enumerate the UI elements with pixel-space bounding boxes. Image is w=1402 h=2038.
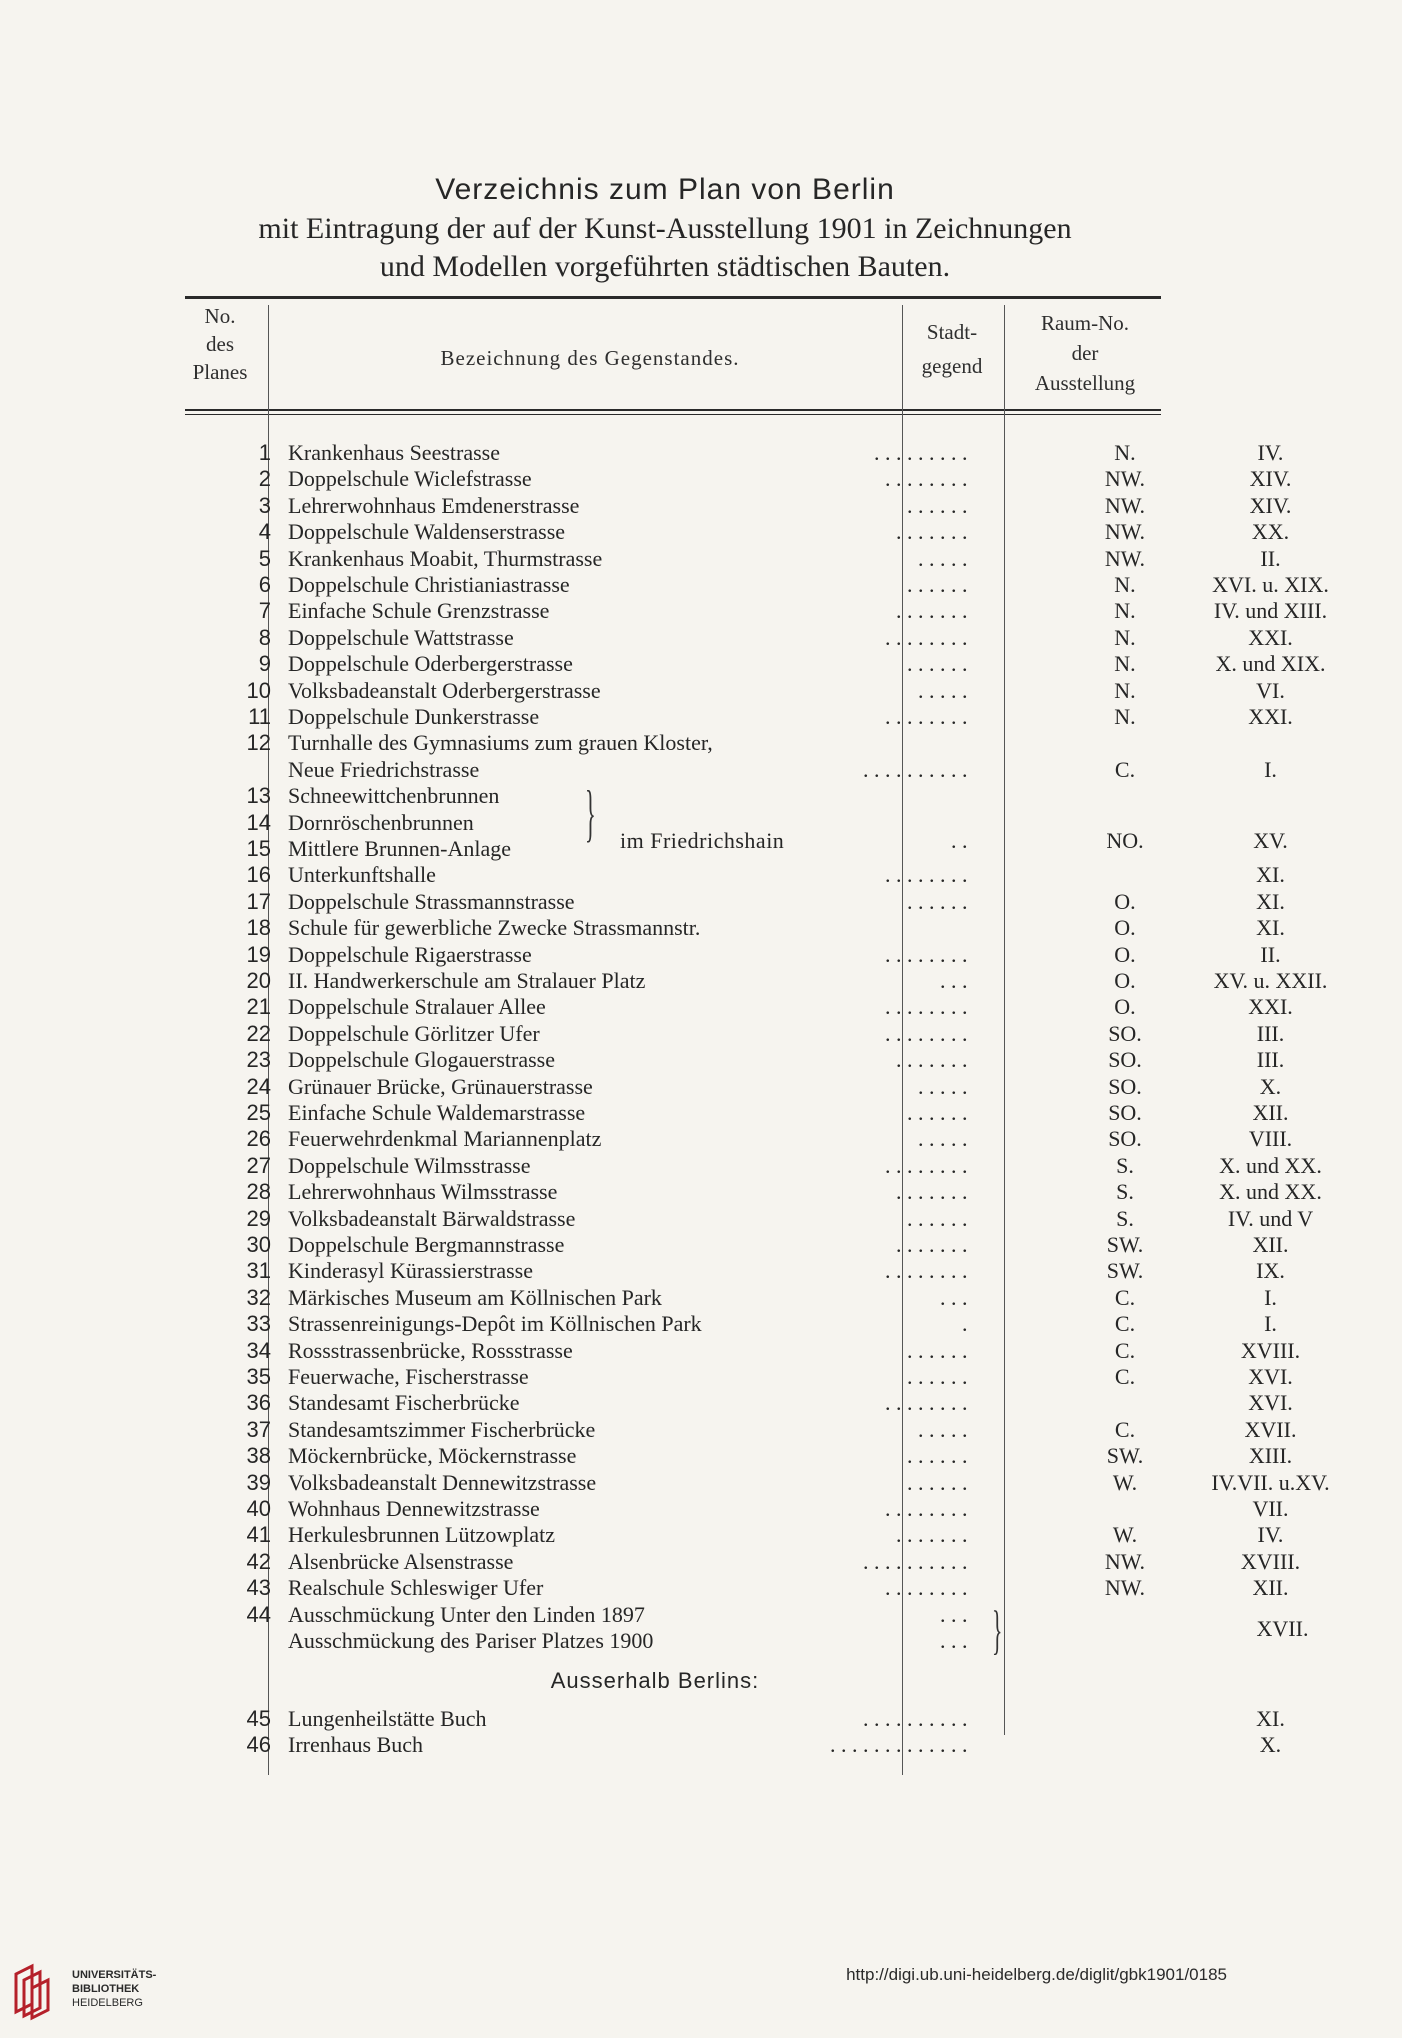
row-description: Rossstrassenbrücke, Rossstrasse [288, 1337, 573, 1363]
row-raum: II. [1260, 545, 1281, 571]
row-description: Realschule Schleswiger Ufer [288, 1575, 544, 1601]
row-leader-dots: .......... [863, 756, 973, 782]
table-row [185, 651, 1326, 677]
row-description: Ausschmückung des Pariser Platzes 1900 [288, 1628, 654, 1653]
row-raum: X. und XIX. [1215, 651, 1326, 677]
row-stadtgegend: C. [1114, 756, 1136, 782]
row-raum: III. [1256, 1020, 1285, 1046]
row-number: 18 [246, 915, 271, 941]
table-row [185, 862, 1285, 888]
row-description: Kinderasyl Kürassierstrasse [288, 1258, 533, 1284]
row-stadtgegend: N. [1114, 651, 1136, 677]
row-leader-dots: ........ [885, 1020, 973, 1046]
row-leader-dots: ........ [885, 624, 973, 650]
group-13-15-dots: .. [951, 828, 973, 853]
row-stadtgegend: C. [1114, 1284, 1136, 1310]
table-row [185, 1575, 1289, 1601]
page-subtitle-line-1: mit Eintragung der auf der Kunst-Ausstellung 1901 in Zeichnungen [258, 212, 1072, 245]
table-row [185, 1284, 1277, 1311]
row-leader-dots: ..... [918, 677, 973, 703]
row-number: 37 [246, 1416, 271, 1442]
row-leader-dots: ...... [907, 572, 973, 597]
table-row [185, 1732, 1282, 1758]
row-stadtgegend: O. [1114, 994, 1136, 1020]
row-leader-dots: ...... [907, 1100, 973, 1125]
row-number: 7 [258, 598, 271, 624]
row-raum: XII. [1252, 1232, 1289, 1257]
row-leader-dots: ......... [874, 440, 973, 465]
group-13-15-label: im Friedrichshain [620, 828, 785, 853]
row-leader-dots: ...... [907, 492, 973, 518]
row-raum: XXI. [1248, 624, 1293, 650]
row-raum: XIV. [1249, 492, 1292, 518]
row-number: 35 [246, 1364, 271, 1389]
row-number: 9 [258, 651, 271, 677]
row-description: Doppelschule Bergmannstrasse [288, 1232, 565, 1257]
row-number: 3 [258, 492, 271, 518]
row-leader-dots: ............. [830, 1732, 973, 1758]
group-13-15-row [185, 828, 1288, 854]
row-description: Turnhalle des Gymnasiums zum grauen Kloster, [288, 730, 713, 756]
table-row [185, 677, 1285, 704]
table-row [185, 756, 1277, 783]
row-description: Einfache Schule Waldemarstrasse [288, 1100, 586, 1125]
row-stadtgegend: SO. [1108, 1047, 1142, 1073]
row-description: Feuerwache, Fischerstrasse [288, 1364, 529, 1389]
row-stadtgegend: S. [1116, 1205, 1134, 1231]
row-description: Lungenheilstätte Buch [288, 1706, 487, 1731]
table-row [185, 1100, 1289, 1126]
row-stadtgegend: NW. [1104, 519, 1146, 545]
table-row [185, 915, 1285, 941]
row-number: 21 [246, 994, 271, 1020]
row-leader-dots: ...... [907, 651, 973, 677]
row-leader-dots: ....... [896, 598, 973, 624]
row-leader-dots: ... [940, 1628, 973, 1653]
table-row [185, 783, 1161, 809]
row-leader-dots: ...... [907, 1443, 973, 1469]
row-number: 26 [246, 1126, 271, 1152]
row-description: Doppelschule Stralauer Allee [288, 994, 546, 1020]
row-stadtgegend: SW. [1106, 1443, 1144, 1469]
table-top-rule [185, 296, 1161, 299]
row-stadtgegend: O. [1114, 968, 1136, 993]
row-number: 25 [246, 1100, 271, 1125]
row-raum: VII. [1252, 1496, 1289, 1521]
row-number: 13 [246, 783, 271, 809]
header-raum-line: Raum-No. [1040, 311, 1130, 335]
row-leader-dots: ... [940, 1284, 973, 1310]
table-row [185, 624, 1293, 651]
row-stadtgegend: NW. [1104, 1548, 1146, 1574]
row-number: 11 [248, 704, 271, 729]
table-row [185, 1443, 1293, 1469]
row-description: Grünauer Brücke, Grünauerstrasse [288, 1073, 593, 1099]
row-raum: XV. u. XXII. [1213, 968, 1328, 993]
table-row [185, 1469, 1330, 1496]
table-row [185, 1548, 1301, 1575]
row-stadtgegend: O. [1114, 915, 1136, 941]
header-no [170, 302, 270, 386]
row-number: 24 [246, 1073, 271, 1099]
row-leader-dots: ........ [885, 1390, 973, 1416]
header-stadtgegend [902, 318, 1002, 380]
library-name-line: UNIVERSITÄTS- [72, 1969, 157, 1981]
row-description: Mittlere Brunnen-Anlage [288, 836, 511, 861]
table-row [185, 888, 1285, 915]
row-leader-dots: . [962, 1311, 973, 1337]
row-number: 16 [246, 862, 271, 888]
row-raum: X. [1259, 1073, 1282, 1099]
row-number: 30 [246, 1232, 271, 1257]
row-raum: XII. [1252, 1100, 1289, 1125]
row-description: Dornröschenbrunnen [288, 809, 474, 835]
table-row [185, 1073, 1282, 1100]
row-number: 6 [258, 572, 271, 597]
row-stadtgegend: N. [1114, 624, 1136, 650]
row-number: 42 [246, 1548, 271, 1574]
table-row [185, 466, 1292, 492]
row-stadtgegend: NW. [1104, 492, 1146, 518]
table-row [185, 704, 1293, 730]
row-raum: IV. und V [1227, 1205, 1314, 1231]
row-leader-dots: .......... [863, 1706, 973, 1731]
row-description: Unterkunftshalle [288, 862, 436, 888]
row-number: 39 [246, 1469, 271, 1495]
library-logo-icon [10, 1962, 60, 2018]
row-number: 31 [246, 1258, 271, 1284]
row-number: 10 [246, 677, 271, 703]
row-raum: XVI. [1248, 1390, 1293, 1416]
section-title-outside: Ausserhalb Berlins: [550, 1668, 760, 1693]
row-stadtgegend: N. [1114, 572, 1136, 597]
table-row [185, 492, 1292, 519]
header-no-line: des [206, 332, 234, 356]
table-row [185, 1416, 1297, 1443]
row-number: 20 [246, 968, 271, 993]
group-13-15-stadtgegend: NO. [1106, 828, 1144, 853]
row-number: 29 [246, 1205, 271, 1231]
row-raum: I. [1264, 1284, 1277, 1310]
row-stadtgegend: NW. [1104, 545, 1146, 571]
row-leader-dots: ........ [885, 994, 973, 1020]
row-raum: I. [1264, 1311, 1277, 1337]
source-url-link[interactable]: http://digi.ub.uni-heidelberg.de/diglit/gbk1901/0185 [846, 1965, 1227, 1984]
table-row [185, 968, 1328, 994]
table-row [185, 1020, 1285, 1047]
row-number: 27 [246, 1152, 271, 1178]
row-description: Herkulesbrunnen Lützowplatz [288, 1522, 555, 1548]
row-stadtgegend: C. [1114, 1311, 1136, 1337]
row-raum: III. [1256, 1047, 1285, 1073]
header-description: Bezeichnung des Gegenstandes. [440, 346, 740, 370]
row-leader-dots: ....... [896, 1179, 973, 1205]
row-raum: IV. [1257, 1522, 1284, 1548]
row-leader-dots: ..... [918, 1416, 973, 1442]
row-leader-dots: ...... [907, 1469, 973, 1495]
row-raum: XVII. [1244, 1416, 1297, 1442]
table-row [185, 1390, 1293, 1416]
header-raum [1005, 308, 1165, 398]
table-row [185, 598, 1328, 624]
table-row [185, 545, 1281, 572]
row-raum: I. [1264, 756, 1277, 782]
row-stadtgegend: SO. [1108, 1126, 1142, 1152]
brace-group-44: } [992, 1600, 1003, 1660]
row-description: Krankenhaus Moabit, Thurmstrasse [288, 545, 603, 571]
row-description: Strassenreinigungs-Depôt im Köllnischen Park [288, 1311, 702, 1337]
row-description: Einfache Schule Grenzstrasse [288, 598, 550, 624]
row-stadtgegend: C. [1114, 1364, 1136, 1389]
row-leader-dots: ........ [885, 1152, 973, 1178]
row-raum: XXI. [1248, 994, 1293, 1020]
row-raum: II. [1260, 941, 1281, 967]
row-number: 36 [246, 1390, 271, 1416]
table-row [185, 730, 1161, 756]
row-description: Lehrerwohnhaus Wilmsstrasse [288, 1179, 558, 1205]
row-stadtgegend: N. [1114, 677, 1136, 703]
row-leader-dots: ........ [885, 1496, 973, 1521]
row-description: Doppelschule Görlitzer Ufer [288, 1020, 540, 1046]
row-number: 22 [246, 1020, 271, 1046]
row-stadtgegend: S. [1116, 1179, 1134, 1205]
row-leader-dots: ...... [907, 1364, 973, 1389]
row-number: 28 [246, 1179, 271, 1205]
row-raum: XI. [1256, 1706, 1285, 1731]
row-description: Schneewittchenbrunnen [288, 783, 500, 809]
row-raum: XIII. [1248, 1443, 1293, 1469]
row-description: Standesamt Fischerbrücke [288, 1390, 520, 1416]
row-leader-dots: ........ [885, 941, 973, 967]
row-leader-dots: ....... [896, 1047, 973, 1073]
row-raum: XI. [1256, 915, 1285, 941]
row-raum: XVIII. [1240, 1548, 1301, 1574]
row-raum: XVIII. [1240, 1337, 1301, 1363]
row-raum: XIV. [1249, 466, 1292, 492]
row-stadtgegend: W. [1112, 1522, 1138, 1548]
row-stadtgegend: SO. [1108, 1020, 1142, 1046]
row-number: 33 [246, 1311, 271, 1337]
row-raum: XX. [1251, 519, 1290, 545]
row-leader-dots: .......... [863, 1548, 973, 1574]
row-description: Irrenhaus Buch [288, 1732, 424, 1758]
row-raum: IV. [1257, 440, 1284, 465]
row-number: 45 [246, 1706, 271, 1731]
row-number: 34 [246, 1337, 271, 1363]
row-leader-dots: ... [940, 1601, 973, 1627]
row-description: Alsenbrücke Alsenstrasse [288, 1548, 514, 1574]
row-description: Doppelschule Oderbergerstrasse [288, 651, 573, 677]
row-number: 38 [246, 1443, 271, 1469]
row-description: Wohnhaus Dennewitzstrasse [288, 1496, 540, 1521]
row-leader-dots: ..... [918, 1073, 973, 1099]
row-description: Schule für gewerbliche Zwecke Strassmannstr. [288, 915, 701, 941]
row-description: Doppelschule Glogauerstrasse [288, 1047, 555, 1073]
row-number: 5 [258, 545, 271, 571]
row-leader-dots: ....... [896, 1522, 973, 1548]
row-raum: XVI. [1248, 1364, 1293, 1389]
row-description: Feuerwehrdenkmal Mariannenplatz [288, 1126, 602, 1152]
row-stadtgegend: N. [1114, 440, 1136, 465]
row-number: 8 [258, 624, 271, 650]
row-leader-dots: ........ [885, 1258, 973, 1284]
row-raum: X. [1259, 1732, 1282, 1758]
row-description: Doppelschule Strassmannstrasse [288, 888, 575, 914]
row-leader-dots: ........ [885, 862, 973, 888]
row-number: 41 [246, 1522, 271, 1548]
row-number: 23 [246, 1047, 271, 1073]
row-stadtgegend: C. [1114, 1337, 1136, 1363]
row-number: 32 [246, 1284, 271, 1310]
row-number: 4 [258, 519, 271, 545]
table-row [185, 1337, 1301, 1364]
row-description: Volksbadeanstalt Dennewitzstrasse [288, 1469, 597, 1495]
row-number: 46 [246, 1732, 271, 1758]
table-row [185, 1126, 1293, 1152]
header-rule [185, 409, 1161, 411]
row-description: Doppelschule Wilmsstrasse [288, 1152, 531, 1178]
row-leader-dots: ....... [896, 1232, 973, 1257]
row-number: 40 [246, 1496, 271, 1521]
header-stadt-line: Stadt- [926, 320, 978, 344]
table-row [185, 1152, 1322, 1179]
table-row [185, 1311, 1277, 1337]
row-stadtgegend: SW. [1106, 1232, 1144, 1257]
group-44-row [185, 1616, 1309, 1642]
row-number: 44 [246, 1601, 271, 1627]
table-row [185, 941, 1281, 968]
row-description: Märkisches Museum am Köllnischen Park [288, 1284, 662, 1310]
row-raum: XI. [1256, 888, 1285, 914]
group-13-15-raum: XV. [1253, 828, 1288, 853]
row-leader-dots: ..... [918, 545, 973, 571]
row-stadtgegend: N. [1114, 598, 1136, 624]
page-title: Verzeichnis zum Plan von Berlin [435, 173, 895, 206]
row-leader-dots: ...... [907, 888, 973, 914]
header-stadt-line: gegend [921, 354, 983, 378]
row-description: Volksbadeanstalt Bärwaldstrasse [288, 1205, 576, 1231]
row-description: Ausschmückung Unter den Linden 1897 [288, 1601, 645, 1627]
row-description: Doppelschule Rigaerstrasse [288, 941, 532, 967]
row-stadtgegend: S. [1116, 1152, 1134, 1178]
table-row [185, 519, 1290, 545]
row-leader-dots: ....... [896, 519, 973, 545]
row-number: 12 [246, 730, 271, 756]
row-raum: IX. [1256, 1258, 1285, 1284]
row-stadtgegend: N. [1114, 704, 1136, 729]
row-description: Doppelschule Wattstrasse [288, 624, 514, 650]
table-row [185, 1706, 1285, 1732]
table-row [185, 1232, 1289, 1258]
table-row [185, 1522, 1284, 1548]
row-number: 1 [258, 440, 271, 465]
row-description: Doppelschule Wiclefstrasse [288, 466, 532, 492]
table-row [185, 572, 1329, 598]
row-number: 2 [258, 466, 271, 492]
row-stadtgegend: SO. [1108, 1073, 1142, 1099]
library-name-line: HEIDELBERG [72, 1997, 143, 2009]
table-row [185, 1205, 1314, 1232]
row-stadtgegend: O. [1114, 888, 1136, 914]
table-row [185, 440, 1284, 466]
table-row [185, 1364, 1293, 1390]
row-description: Krankenhaus Seestrasse [288, 440, 500, 465]
row-raum: XI. [1256, 862, 1285, 888]
library-name-line: BIBLIOTHEK [72, 1983, 140, 1995]
row-number: 15 [246, 836, 271, 861]
row-raum: VIII. [1248, 1126, 1293, 1152]
row-raum: X. und XX. [1219, 1179, 1322, 1205]
row-raum: IV. und XIII. [1213, 598, 1328, 624]
row-leader-dots: ..... [918, 1126, 973, 1152]
library-name [72, 1968, 156, 2010]
row-stadtgegend: C. [1114, 1416, 1136, 1442]
row-stadtgegend: NW. [1104, 466, 1146, 492]
row-description: Doppelschule Christianiastrasse [288, 572, 570, 597]
table-row [185, 1258, 1285, 1284]
row-raum: VI. [1256, 677, 1285, 703]
row-number: 19 [246, 941, 271, 967]
row-stadtgegend: O. [1114, 941, 1136, 967]
row-stadtgegend: NW. [1104, 1575, 1146, 1601]
title-block [150, 170, 1180, 286]
library-logo [10, 1962, 170, 2022]
row-raum: XII. [1252, 1575, 1289, 1601]
row-raum: XVI. u. XIX. [1212, 572, 1329, 597]
row-leader-dots: ........ [885, 704, 973, 729]
row-stadtgegend: SW. [1106, 1258, 1144, 1284]
table-row [185, 1496, 1289, 1522]
row-description: Lehrerwohnhaus Emdenerstrasse [288, 492, 580, 518]
header-no-line: No. [204, 304, 236, 328]
row-description: Neue Friedrichstrasse [288, 756, 480, 782]
header-raum-line: Ausstellung [1034, 371, 1136, 395]
row-leader-dots: ... [940, 968, 973, 993]
row-description: Standesamtszimmer Fischerbrücke [288, 1416, 596, 1442]
table-row [185, 1047, 1285, 1073]
row-description: II. Handwerkerschule am Stralauer Platz [288, 968, 646, 993]
row-description: Doppelschule Waldenserstrasse [288, 519, 566, 545]
page-subtitle-line-2: und Modellen vorgeführten städtischen Bauten. [379, 250, 951, 283]
row-description: Doppelschule Dunkerstrasse [288, 704, 540, 729]
row-stadtgegend: SO. [1108, 1100, 1142, 1125]
row-leader-dots: ...... [907, 1205, 973, 1231]
row-description: Möckernbrücke, Möckernstrasse [288, 1443, 577, 1469]
header-raum-line: der [1071, 341, 1099, 365]
row-raum: XXI. [1248, 704, 1293, 729]
row-number: 17 [246, 888, 271, 914]
table-row [185, 994, 1293, 1020]
row-leader-dots: ........ [885, 466, 973, 492]
header-rule-thin [185, 414, 1161, 415]
row-raum: IV.VII. u.XV. [1211, 1469, 1330, 1495]
row-raum: X. und XX. [1219, 1152, 1322, 1178]
row-leader-dots: ........ [885, 1575, 973, 1601]
row-leader-dots: ...... [907, 1337, 973, 1363]
brace-group-13-15: } [585, 777, 596, 848]
header-no-line: Planes [192, 360, 248, 384]
group-44-raum: XVII. [1256, 1616, 1309, 1641]
row-stadtgegend: W. [1112, 1469, 1138, 1495]
row-number: 14 [246, 809, 271, 835]
row-description: Volksbadeanstalt Oderbergerstrasse [288, 677, 601, 703]
table-row [185, 1179, 1322, 1205]
row-number: 43 [246, 1575, 271, 1601]
